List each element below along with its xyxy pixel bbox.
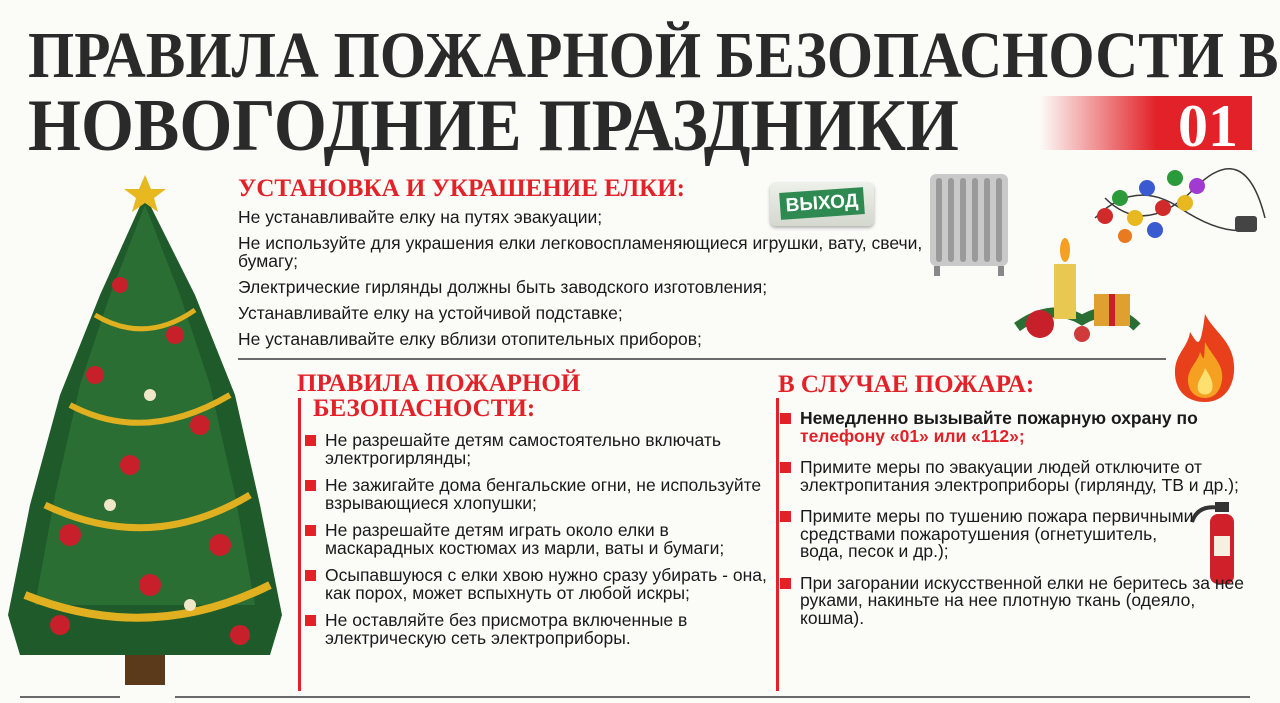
list-item-text: Осыпавшуюся с елки хвою нужно сразу убирать - она, как порох, может вспыхнуть от любой искры; (325, 565, 767, 603)
list-item-text: Не зажигайте дома бенгальские огни, не используйте взрывающиеся хлопушки; (325, 475, 762, 513)
section-safety-rules-title (297, 371, 580, 421)
in-case-of-fire-list (780, 410, 1250, 641)
divider-top (238, 358, 1166, 360)
list-item (780, 410, 1250, 445)
radiator-icon (928, 168, 1010, 278)
installation-rules-list (238, 208, 938, 356)
safety-rules-list (305, 432, 770, 657)
section-safety-rules-title-line1: ПРАВИЛА ПОЖАРНОЙ (297, 370, 581, 397)
list-item-text: Не разрешайте детям играть около елки в маскарадных костюмах из марли, ваты и бумаги; (325, 520, 725, 558)
divider-bottom-left (20, 696, 120, 698)
divider-bottom (175, 696, 1250, 698)
emergency-number-badge (1040, 93, 1252, 159)
list-item: Не используйте для украшения елки легковоспламеняющиеся игрушки, вату, свечи, бумагу; (238, 233, 923, 271)
list-item-text: Не разрешайте детям самостоятельно включать электрогирлянды; (325, 430, 721, 468)
list-item (780, 572, 1250, 628)
candle-icon (1012, 232, 1142, 352)
list-item (305, 477, 770, 512)
fire-icon (1170, 312, 1240, 404)
page-title-line1: ПРАВИЛА ПОЖАРНОЙ БЕЗОПАСНОСТИ В (28, 19, 1279, 92)
list-item-text: Не оставляйте без присмотра включенные в электрическую сеть электроприборы. (325, 610, 688, 648)
emergency-phone-text: телефону «01» или «112»; (800, 425, 1025, 446)
page-title-line2: НОВОГОДНИЕ ПРАЗДНИКИ (28, 85, 959, 167)
call-fire-service-text: Немедленно вызывайте пожарную охрану по (800, 408, 1198, 428)
section-safety-rules-bar (298, 398, 301, 691)
section-in-case-of-fire-title: В СЛУЧАЕ ПОЖАРА: (778, 371, 1035, 398)
list-item (305, 567, 770, 602)
emergency-number: 01 (1178, 93, 1238, 159)
list-item: Устанавливайте елку на устойчивой подставке; (238, 303, 623, 323)
list-item (305, 522, 770, 557)
list-item: Не устанавливайте елку вблизи отопительных приборов; (238, 329, 702, 349)
list-item (780, 508, 1200, 561)
list-item (305, 432, 770, 467)
list-item-text: Примите меры по тушению пожара первичными средствами пожаротушения (огнетушитель, вода, песок и др.); (800, 506, 1194, 561)
list-item-text: Примите меры по эвакуации людей отключите от электропитания электроприборы (гирлянду, ТВ и др.); (800, 457, 1239, 495)
list-item (305, 612, 770, 647)
list-item (780, 459, 1250, 494)
list-item: Не устанавливайте елку на путях эвакуации; (238, 207, 603, 227)
section-installation-title: УСТАНОВКА И УКРАШЕНИЕ ЕЛКИ: (238, 175, 685, 202)
section-safety-rules-title-line2: БЕЗОПАСНОСТИ: (313, 395, 536, 422)
list-item-text: При загорании искусственной елки не беритесь за нее руками, накиньте на нее плотную ткань (одеяло, кошма). (800, 572, 1244, 628)
section-in-case-of-fire-bar (776, 398, 779, 691)
list-item: Электрические гирлянды должны быть заводского изготовления; (238, 277, 768, 297)
exit-sign-label: ВЫХОД (779, 187, 865, 220)
